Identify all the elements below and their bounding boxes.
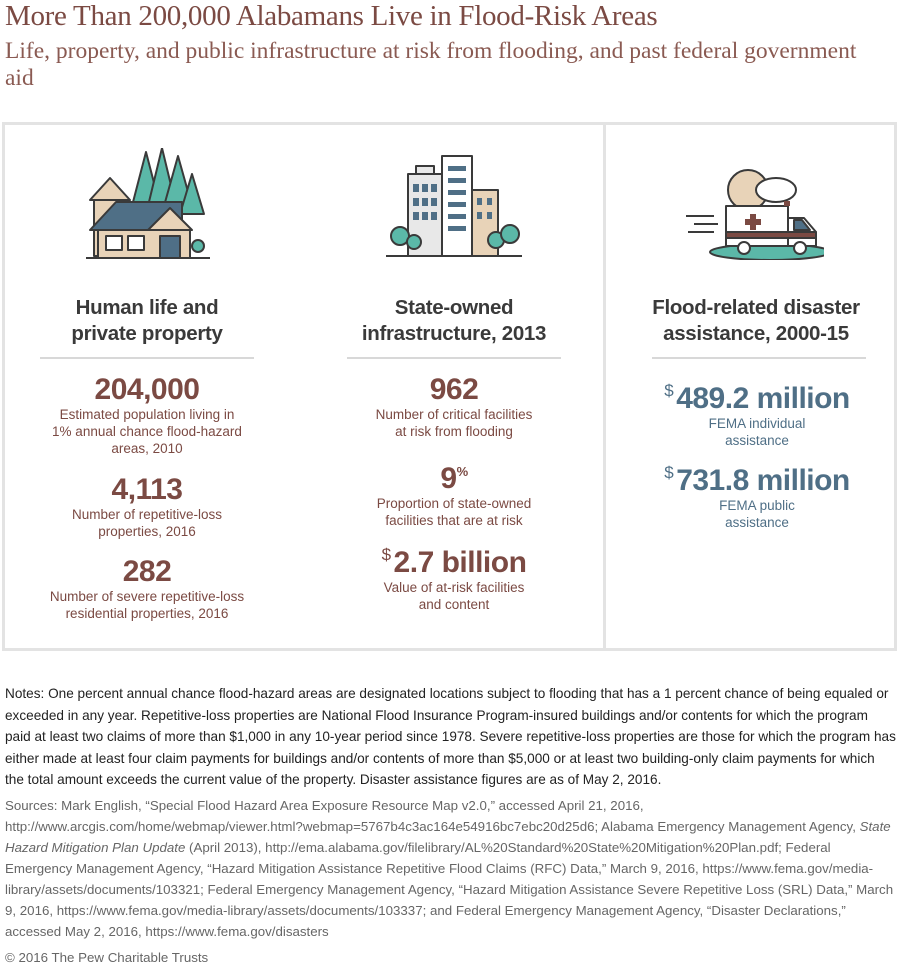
column-heading-human: Human life and private property <box>71 296 223 345</box>
stat-severe-repetitive-loss: 282 Number of severe repetitive-loss residential properties, 2016 <box>49 555 245 621</box>
city-buildings-icon <box>386 154 522 260</box>
page-subtitle: Life, property, and public infrastructure at risk from flooding, and past federal government aid <box>5 38 857 91</box>
column-heading-assistance: Flood-related disaster assistance, 2000-15 <box>652 296 860 345</box>
stat-facilities-at-risk: 9% Proportion of state-owned facilities that are at risk <box>376 462 532 528</box>
stat-individual-assistance: $ 489.2 million FEMA individual assistance <box>664 381 850 448</box>
divider <box>40 357 254 359</box>
divider <box>652 357 866 359</box>
sources-text: Sources: Mark English, “Special Flood Hazard Area Exposure Resource Map v2.0,” accessed April 21, 2016, http://www.arcgis.com/home/webmap/viewer.html?webmap=5767b4c3ac164e54916bc7ebc20d25d6; Alabama Emergency Management Agency, State Hazard Mitigation Plan Update (April 2013), http://ema.alabama.gov/filelibrary/AL%20Standard%20State%20Mitigation%20Plan.pdf; Federal Emergency Management Agency, “Hazard Mitigation Assistance Repetitive Flood Claims (RFC) Data,” March 9, 2016, https://www.fema.gov/media-library/assets/documents/103321; Federal Emergency Management Agency, “Hazard Mitigation Assistance Severe Repetitive Loss (SRL) Data,” March 9, 2016, https://www.fema.gov/media-library/assets/documents/103337; and Federal Emergency Management Agency, “Disaster Declarations,” accessed May 2, 2016, https://www.fema.gov/disasters <box>5 798 894 939</box>
divider <box>347 357 561 359</box>
copyright: © 2016 The Pew Charitable Trusts <box>5 950 209 965</box>
stat-value-at-risk: $ 2.7 billion Value of at-risk facilities and content <box>381 545 527 612</box>
notes-text: Notes: One percent annual chance flood-hazard areas are designated locations subject to flooding that has a 1 percent chance of being equaled or exceeded in any year. Repetitive-loss properties are National Flood Insurance Program-insured buildings and/or contents for which the program paid at least two claims of more than $1,000 in any 10-year period since 1978. Severe repetitive-loss properties are those for which the program has either made at least four claim payments for buildings and/or contents of more than $5,000 or at least two building-only claim payments for which the total amount exceeds the current value of the property. Disaster assistance figures are as of May 2, 2016. <box>5 686 896 787</box>
stat-population: 204,000 Estimated population living in 1% annual chance flood-hazard areas, 2010 <box>52 373 242 456</box>
page-title: More Than 200,000 Alabamans Live in Flood-Risk Areas <box>5 0 658 32</box>
stat-repetitive-loss: 4,113 Number of repetitive-loss properties, 2016 <box>71 473 223 539</box>
column-heading-infrastructure: State-owned infrastructure, 2013 <box>361 296 547 345</box>
stat-critical-facilities: 962 Number of critical facilities at risk from flooding <box>375 373 533 439</box>
stat-public-assistance: $ 731.8 million FEMA public assistance <box>664 463 850 530</box>
house-trees-icon <box>86 148 210 260</box>
ambulance-icon <box>684 168 824 260</box>
